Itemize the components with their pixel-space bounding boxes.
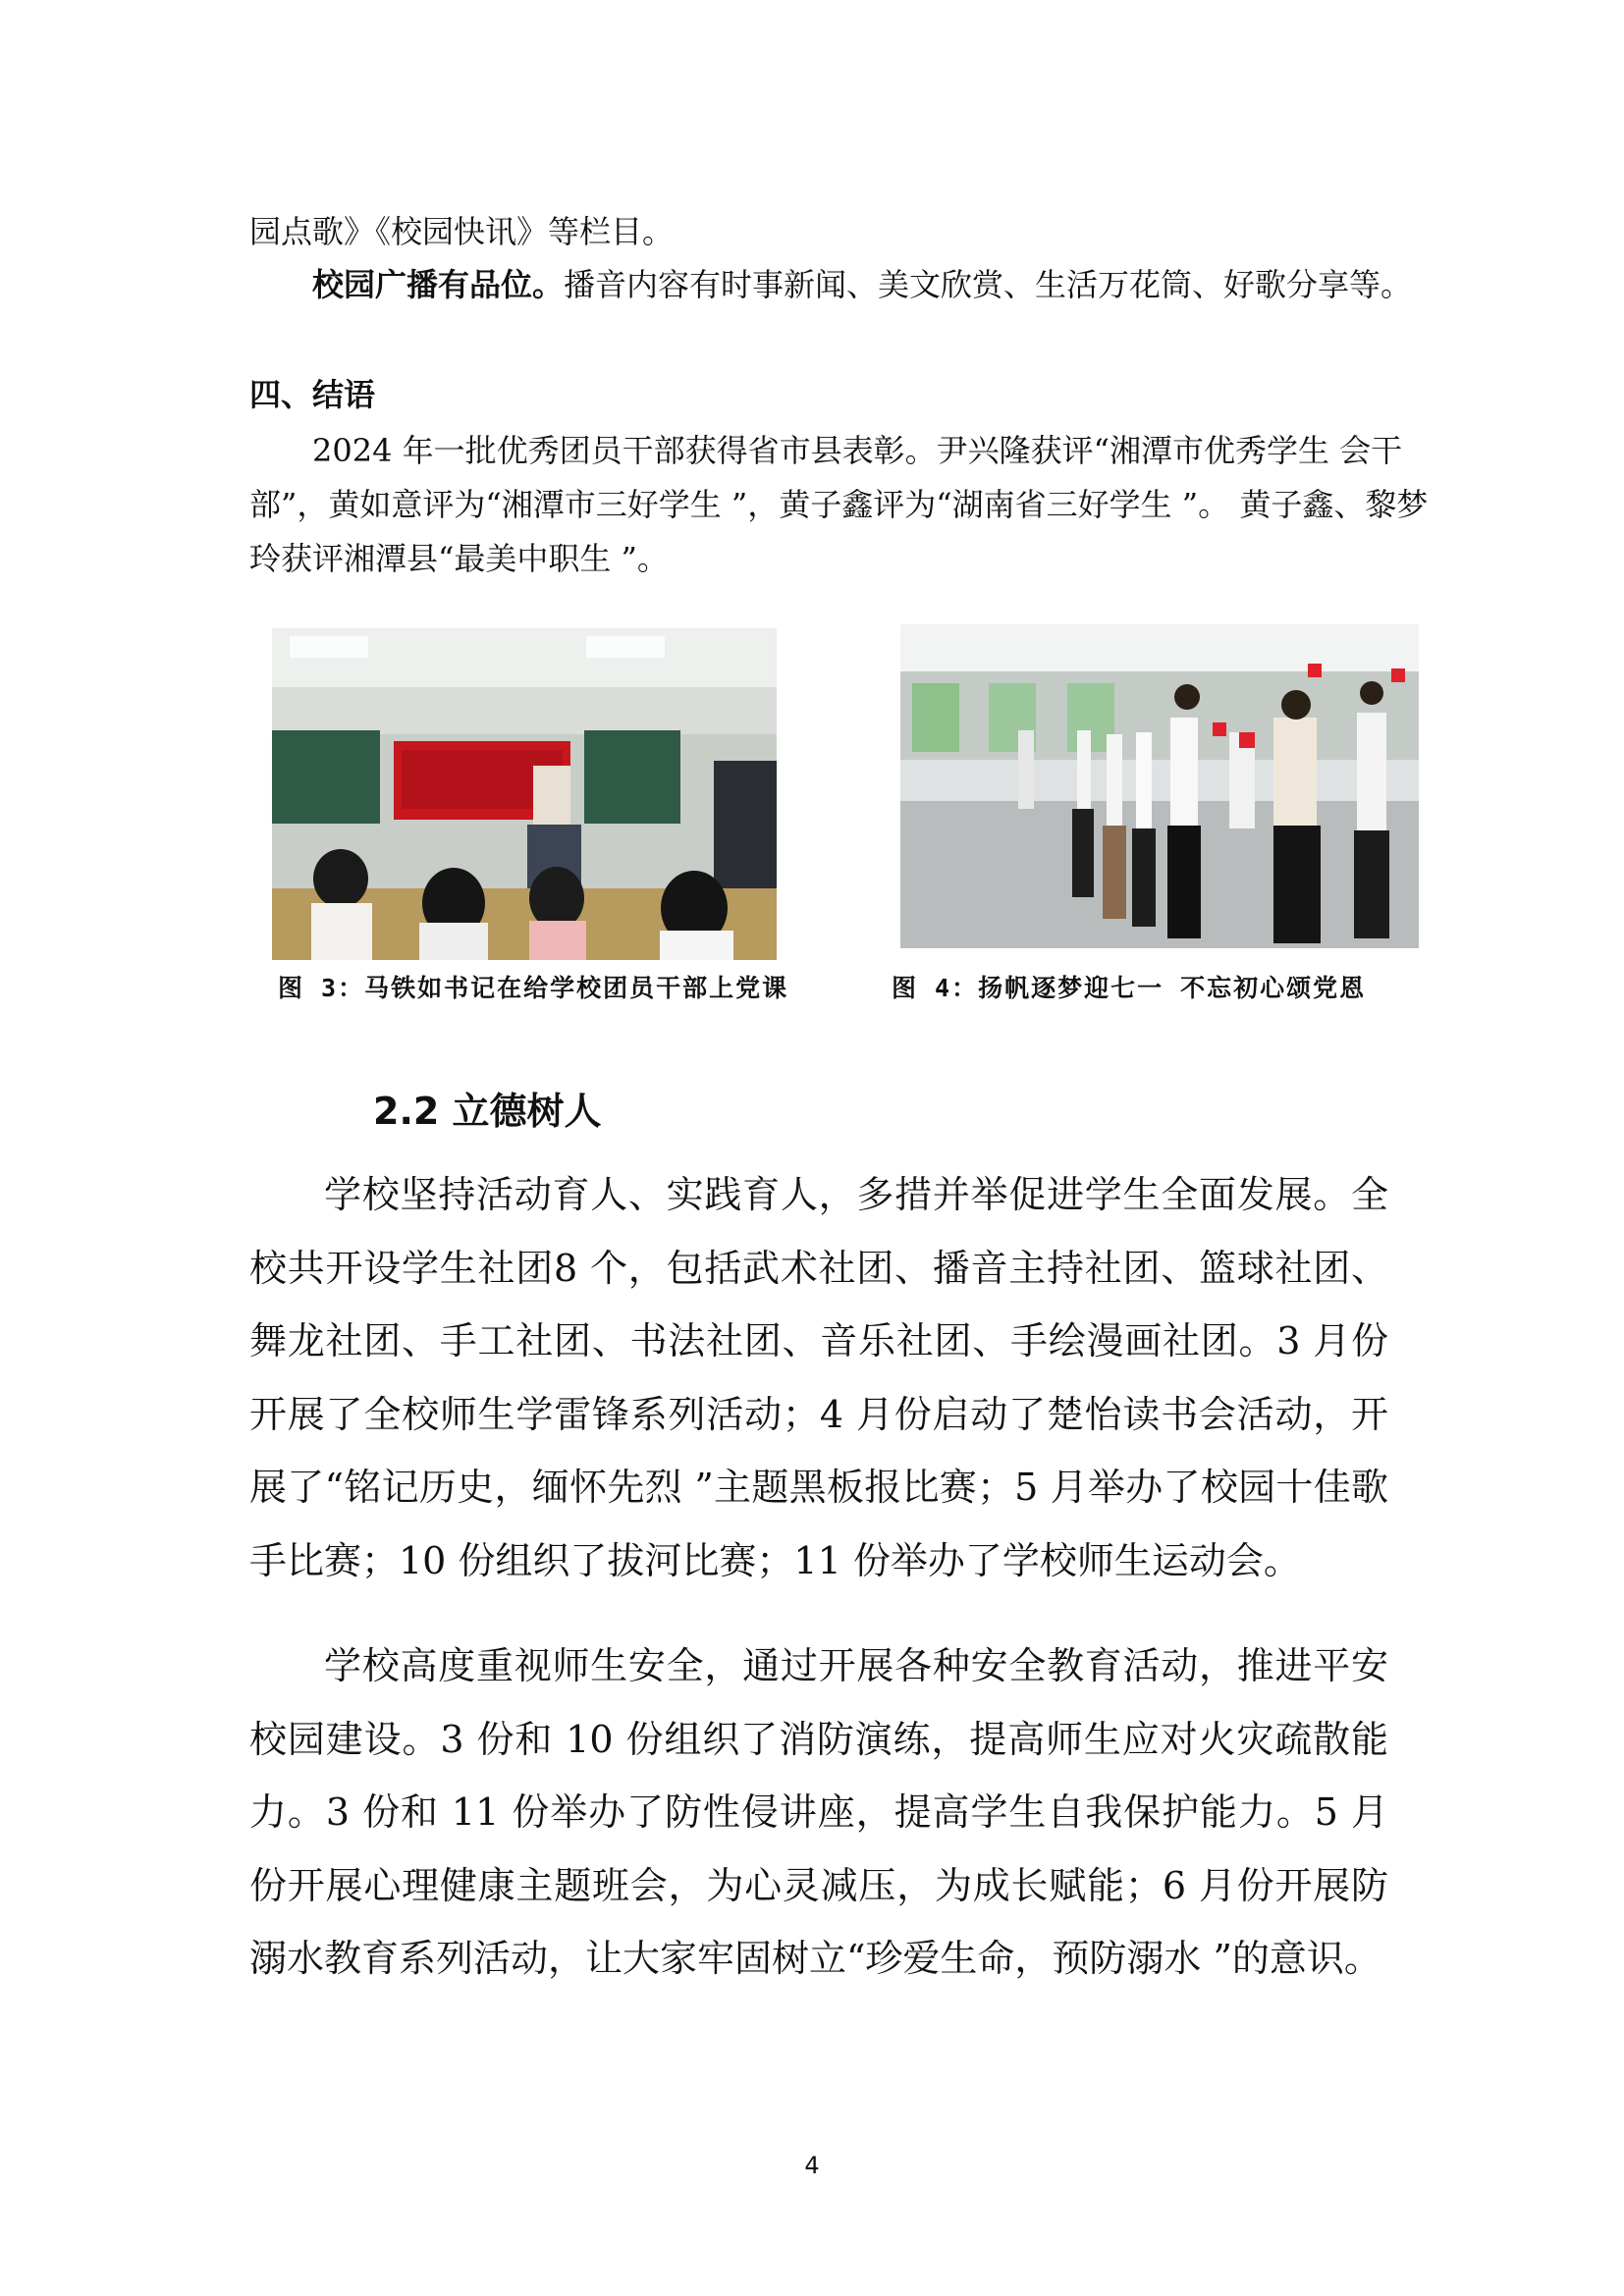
paragraph-conclusion: 2024 年一批优秀团员干部获得省市县表彰。尹兴隆获评“湘潭市优秀学生 会干部”，黄如意评为“湘潭市三好学生 ”，黄子鑫评为“湖南省三好学生 ”。 黄子鑫、黎梦玲获评湘潭县“最美中职生 ”。 — [249, 432, 1429, 577]
paragraph-lead: 校园广播有品位。 — [312, 266, 565, 303]
figure-4-photo — [900, 624, 1419, 948]
paragraph-clubs: 学校坚持活动育人、实践育人，多措并举促进学生全面发展。全校共开设学生社团8 个，包括武术社团、播音主持社团、篮球社团、舞龙社团、手工社团、书法社团、音乐社团、手绘漫画社团。3 月份开展了全校师生学雷锋系列活动；4 月份启动了楚怡读书会活动，开展了“铭记历史，缅怀先烈 ”主题黑板报比赛；5 月举办了校园十佳歌手比赛；10 份组织了拔河比赛；11 份举办了学校师生运动会。 — [249, 1173, 1388, 1582]
section-heading-2-2: 2.2 立德树人 — [373, 1090, 602, 1133]
figure-3-caption: 图 3：马铁如书记在给学校团员干部上党课 — [278, 974, 789, 1002]
section-heading-conclusion: 四、结语 — [249, 376, 376, 413]
figure-3-photo — [272, 628, 777, 960]
paragraph-body: 播音内容有时事新闻、美文欣赏、生活万花筒、好歌分享等。 — [564, 266, 1413, 303]
figure-4-caption: 图 4：扬帆逐梦迎七一 不忘初心颂党恩 — [892, 974, 1367, 1002]
paragraph-safety: 学校高度重视师生安全，通过开展各种安全教育活动，推进平安校园建设。3 份和 10 份组织了消防演练，提高师生应对火灾疏散能力。3 份和 11 份举办了防性侵讲座，提高学生自我保护能力。5 月份开展心理健康主题班会，为心灵减压，为成长赋能；6 月份开展防溺水教育系列活动，让大家牢固树立“珍爱生命，预防溺水 ”的意识。 — [249, 1644, 1388, 1980]
paragraph-broadcast — [249, 258, 1435, 312]
paragraph-continuation: 园点歌》《校园快讯》等栏目。 — [249, 213, 675, 250]
page-number: 4 — [804, 2152, 820, 2179]
